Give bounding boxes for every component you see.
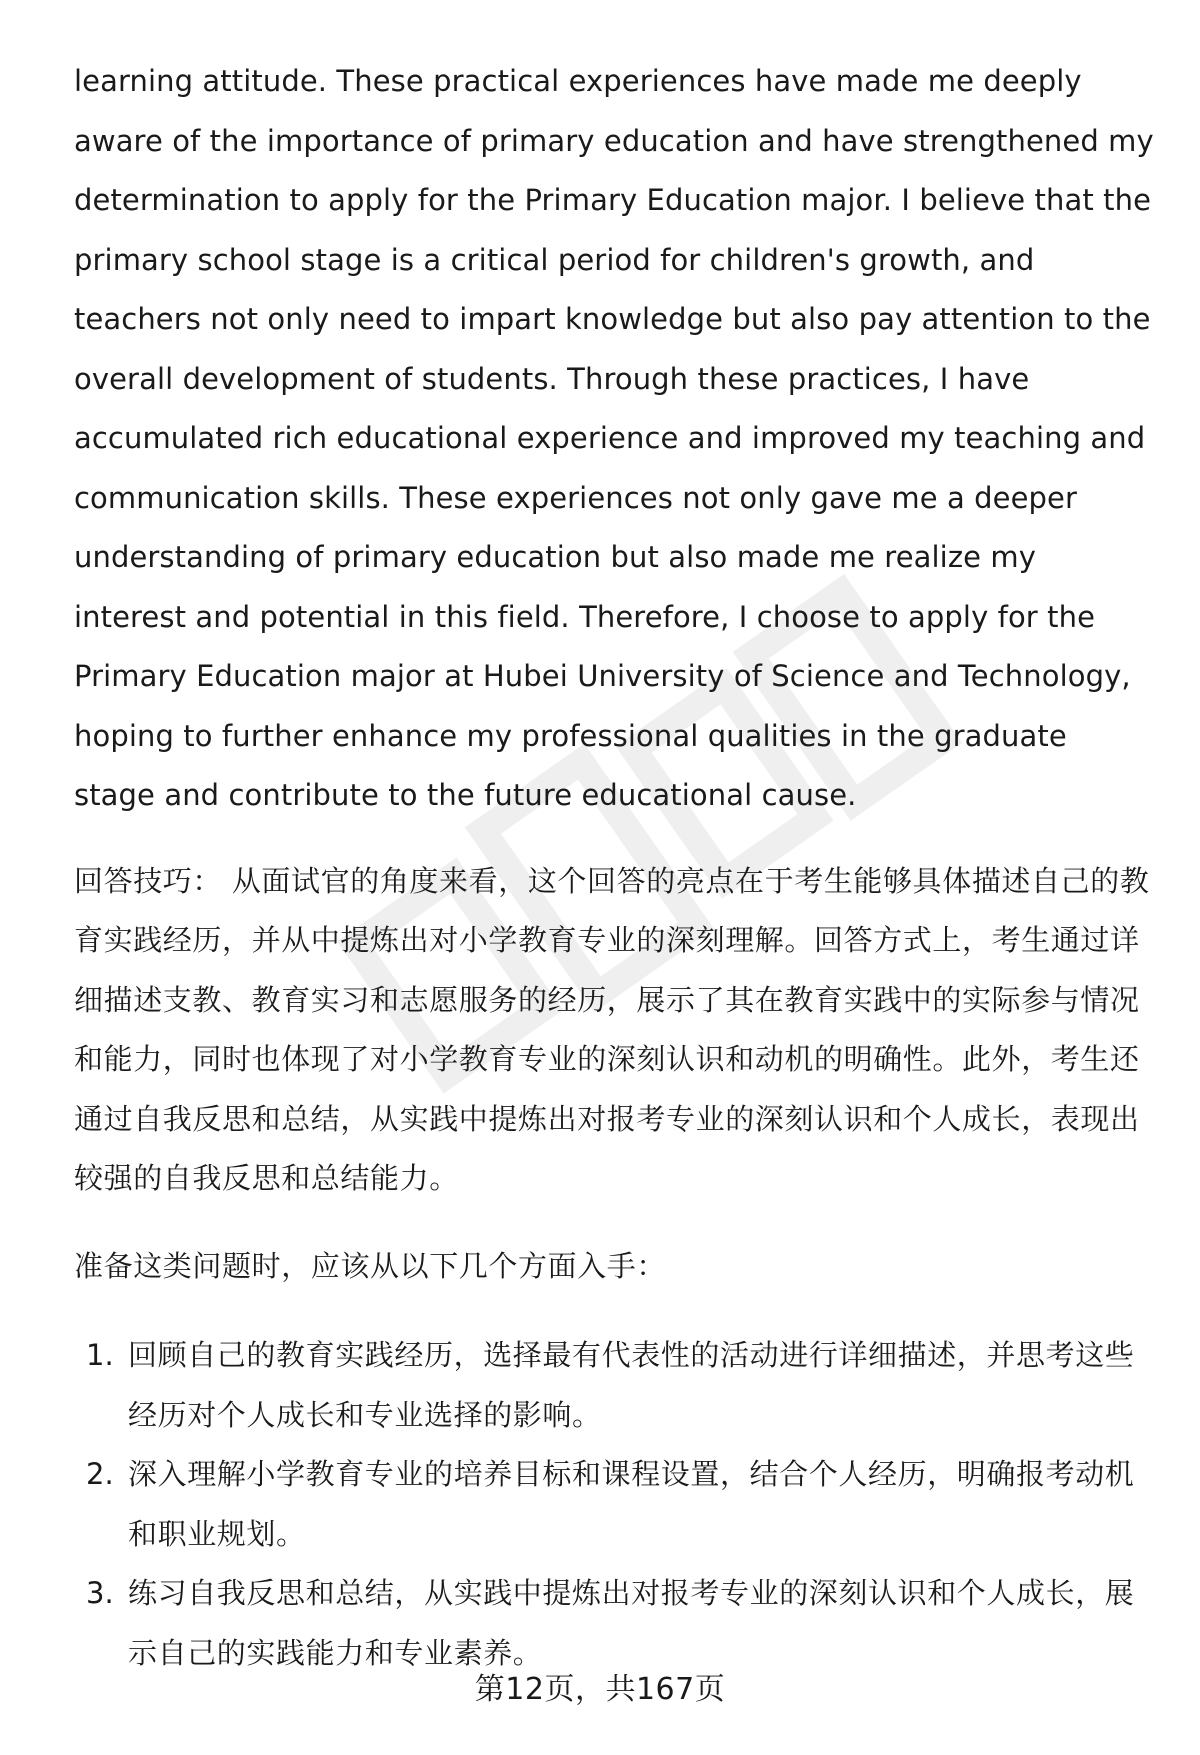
list-item bbox=[74, 1445, 1154, 1564]
document-page bbox=[74, 52, 1154, 1683]
prepare-intro: 准备这类问题时，应该从以下几个方面入手： bbox=[74, 1248, 667, 1283]
list-item-number: 3. bbox=[86, 1576, 114, 1610]
list-item-text: 回顾自己的教育实践经历，选择最有代表性的活动进行详细描述，并思考这些经历对个人成长和专业选择的影响。 bbox=[128, 1338, 1135, 1432]
list-item bbox=[74, 1564, 1154, 1683]
tips-paragraph: 回答技巧： 从面试官的角度来看，这个回答的亮点在于考生能够具体描述自己的教育实践经历，并从中提炼出对小学教育专业的深刻理解。回答方式上，考生通过详细描述支教、教育实习和志愿服务的经历，展示了其在教育实践中的实际参与情况和能力，同时也体现了对小学教育专业的深刻认识和动机的明确性。此外，考生还通过自我反思和总结，从实践中提炼出对报考专业的深刻认识和个人成长，表现出较强的自我反思和总结能力。 bbox=[74, 863, 1150, 1195]
english-paragraph: learning attitude. These practical experiences have made me deeply aware of the importance of primary education and have strengthened my determination to apply for the Primary Education major. I believe that the primary school stage is a critical period for children's growth, and teachers not only need to impart knowledge but also pay attention to the overall development of students. Through these practices, I have accumulated rich educational experience and improved my teaching and communication skills. These experiences not only gave me a deeper understanding of primary education but also made me realize my interest and potential in this field. Therefore, I choose to apply for the Primary Education major at Hubei University of Science and Technology, hoping to further enhance my professional qualities in the graduate stage and contribute to the future educational cause. bbox=[74, 64, 1154, 812]
page-number-footer: 第12页，共167页 bbox=[474, 1672, 726, 1707]
list-item bbox=[74, 1326, 1154, 1445]
list-item-text: 练习自我反思和总结，从实践中提炼出对报考专业的深刻认识和个人成长，展示自己的实践能力和专业素养。 bbox=[128, 1576, 1135, 1670]
list-item-number: 2. bbox=[86, 1457, 114, 1491]
list-item-text: 深入理解小学教育专业的培养目标和课程设置，结合个人经历，明确报考动机和职业规划。 bbox=[128, 1457, 1135, 1551]
list-item-number: 1. bbox=[86, 1338, 114, 1372]
steps-list bbox=[74, 1326, 1154, 1683]
